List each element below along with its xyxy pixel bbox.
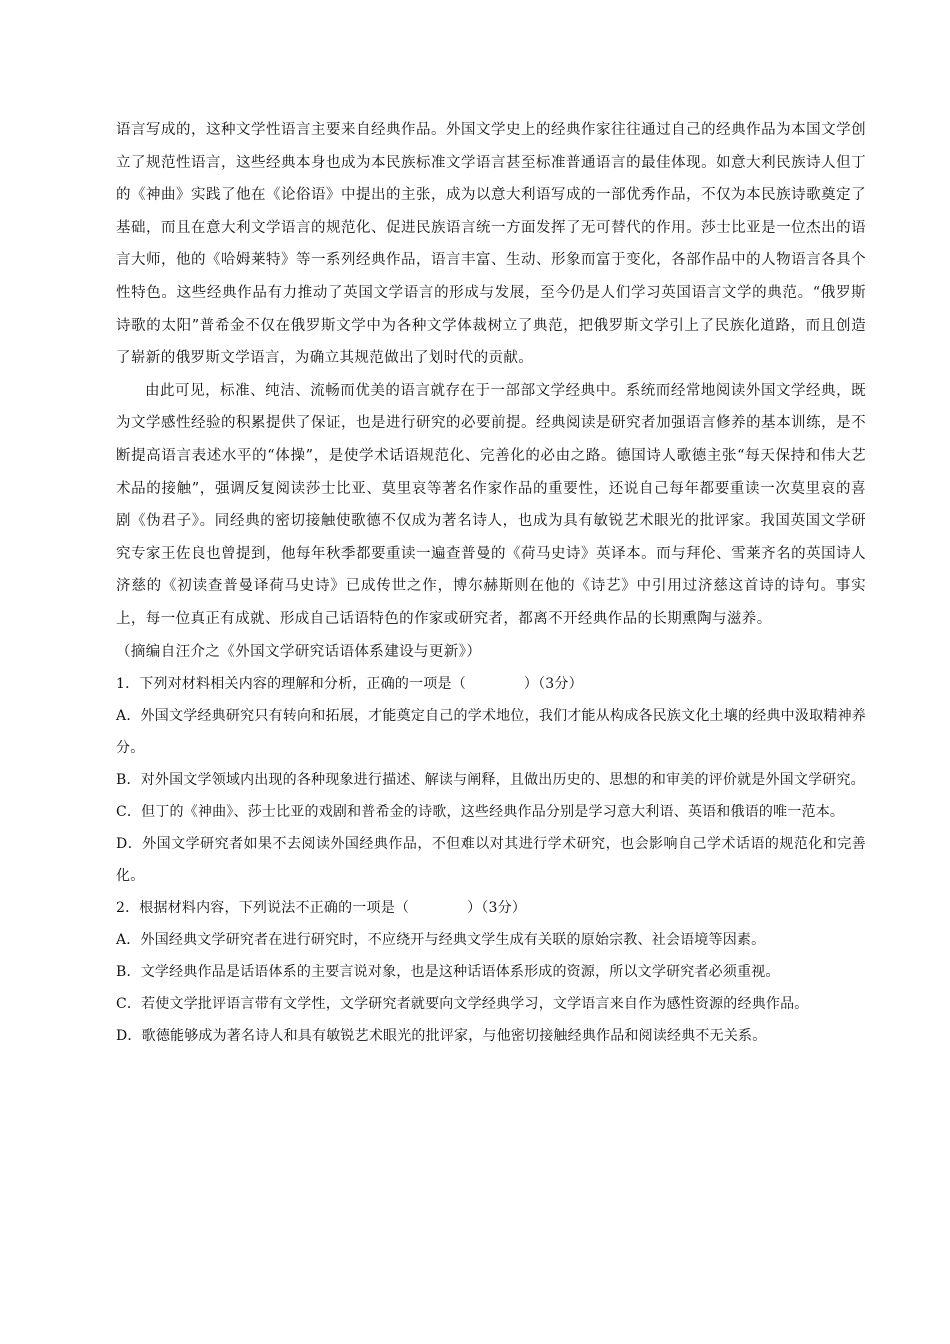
option-d: D．歌德能够成为著名诗人和具有敏锐艺术眼光的批评家，与他密切接触经典作品和阅读经典不无关系。 bbox=[116, 1028, 767, 1045]
option-b: B．文学经典作品是话语体系的主要言说对象，也是这种话语体系形成的资源，所以文学研究者必须重视。 bbox=[116, 964, 780, 981]
passage-paragraph: 语言写成的，这种文学性语言主要来自经典作品。外国文学史上的经典作家往往通过自己的经典作品为本国文学创立了规范性语言，这些经典本身也成为本民族标准文学语言甚至标准普通语言的最佳体现。如意大利民族诗人但丁的《神曲》实践了他在《论俗语》中提出的主张，成为以意大利语写成的一部优秀作品，不仅为本民族诗歌奠定了基础，而且在意大利文学语言的规范化、促进民族语言统一方面发挥了无可替代的作用。莎士比亚是一位杰出的语言大师，他的《哈姆莱特》等一系列经典作品，语言丰富、生动、形象而富于变化，各部作品中的人物语言各具个性特色。这些经典作品有力推动了英国文学语言的形成与发展，至今仍是人们学习英国语言文学的典范。“俄罗斯诗歌的太阳”普希金不仅在俄罗斯文学中为各种文学体裁树立了典范，把俄罗斯文学引上了民族化道路，而且创造了崭新的俄罗斯文学语言，为确立其规范做出了划时代的贡献。 bbox=[116, 122, 866, 367]
question-stem: 1．下列对材料相关内容的理解和分析，正确的一项是（ ）（3分） bbox=[116, 676, 583, 693]
passage-source: （摘编自汪介之《外国文学研究话语体系建设与更新》） bbox=[116, 643, 482, 660]
option-b: B．对外国文学领域内出现的各种现象进行描述、解读与阐释，且做出历史的、思想的和审美的评价就是外国文学研究。 bbox=[116, 772, 865, 789]
question-1 bbox=[116, 668, 866, 892]
option-c: C．若使文学批评语言带有文学性，文学研究者就要向文学经典学习，文学语言来自作为感性资源的经典作品。 bbox=[116, 996, 809, 1013]
document-page bbox=[116, 114, 866, 1052]
option-a: A．外国经典文学研究者在进行研究时，不应绕开与经典文学生成有关联的原始宗教、社会语境等因素。 bbox=[116, 932, 766, 949]
question-2 bbox=[116, 892, 866, 1052]
question-list bbox=[116, 668, 866, 1052]
passage-paragraph: 由此可见，标准、纯洁、流畅而优美的语言就存在于一部部文学经典中。系统而经常地阅读外国文学经典，既为文学感性经验的积累提供了保证，也是进行研究的必要前提。经典阅读是研究者加强语言修养的基本训练，是不断提高语言表述水平的“体操”，是使学术话语规范化、完善化的必由之路。德国诗人歌德主张“每天保持和伟大艺术品的接触”，强调反复阅读莎士比亚、莫里哀等著名作家作品的重要性，还说自己每年都要重读一次莫里哀的喜剧《伪君子》。同经典的密切接触使歌德不仅成为著名诗人，也成为具有敏锐艺术眼光的批评家。我国英国文学研究专家王佐良也曾提到，他每年秋季都要重读一遍查普曼的《荷马史诗》英译本。而与拜伦、雪莱齐名的英国诗人济慈的《初读查普曼译荷马史诗》已成传世之作，博尔赫斯则在他的《诗艺》中引用过济慈这首诗的诗句。事实上，每一位真正有成就、形成自己话语特色的作家或研究者，都离不开经典作品的长期熏陶与滋养。 bbox=[116, 382, 866, 627]
option-a: A．外国文学经典研究只有转向和拓展，才能奠定自己的学术地位，我们才能从构成各民族文化土壤的经典中汲取精神养分。 bbox=[116, 708, 866, 757]
option-d: D．外国文学研究者如果不去阅读外国经典作品，不但难以对其进行学术研究，也会影响自己学术话语的规范化和完善化。 bbox=[116, 836, 866, 885]
question-stem: 2．根据材料内容，下列说法不正确的一项是（ ）（3分） bbox=[116, 900, 527, 917]
reading-passage bbox=[116, 114, 866, 668]
option-c: C．但丁的《神曲》、莎士比亚的戏剧和普希金的诗歌，这些经典作品分别是学习意大利语、英语和俄语的唯一范本。 bbox=[116, 804, 845, 821]
